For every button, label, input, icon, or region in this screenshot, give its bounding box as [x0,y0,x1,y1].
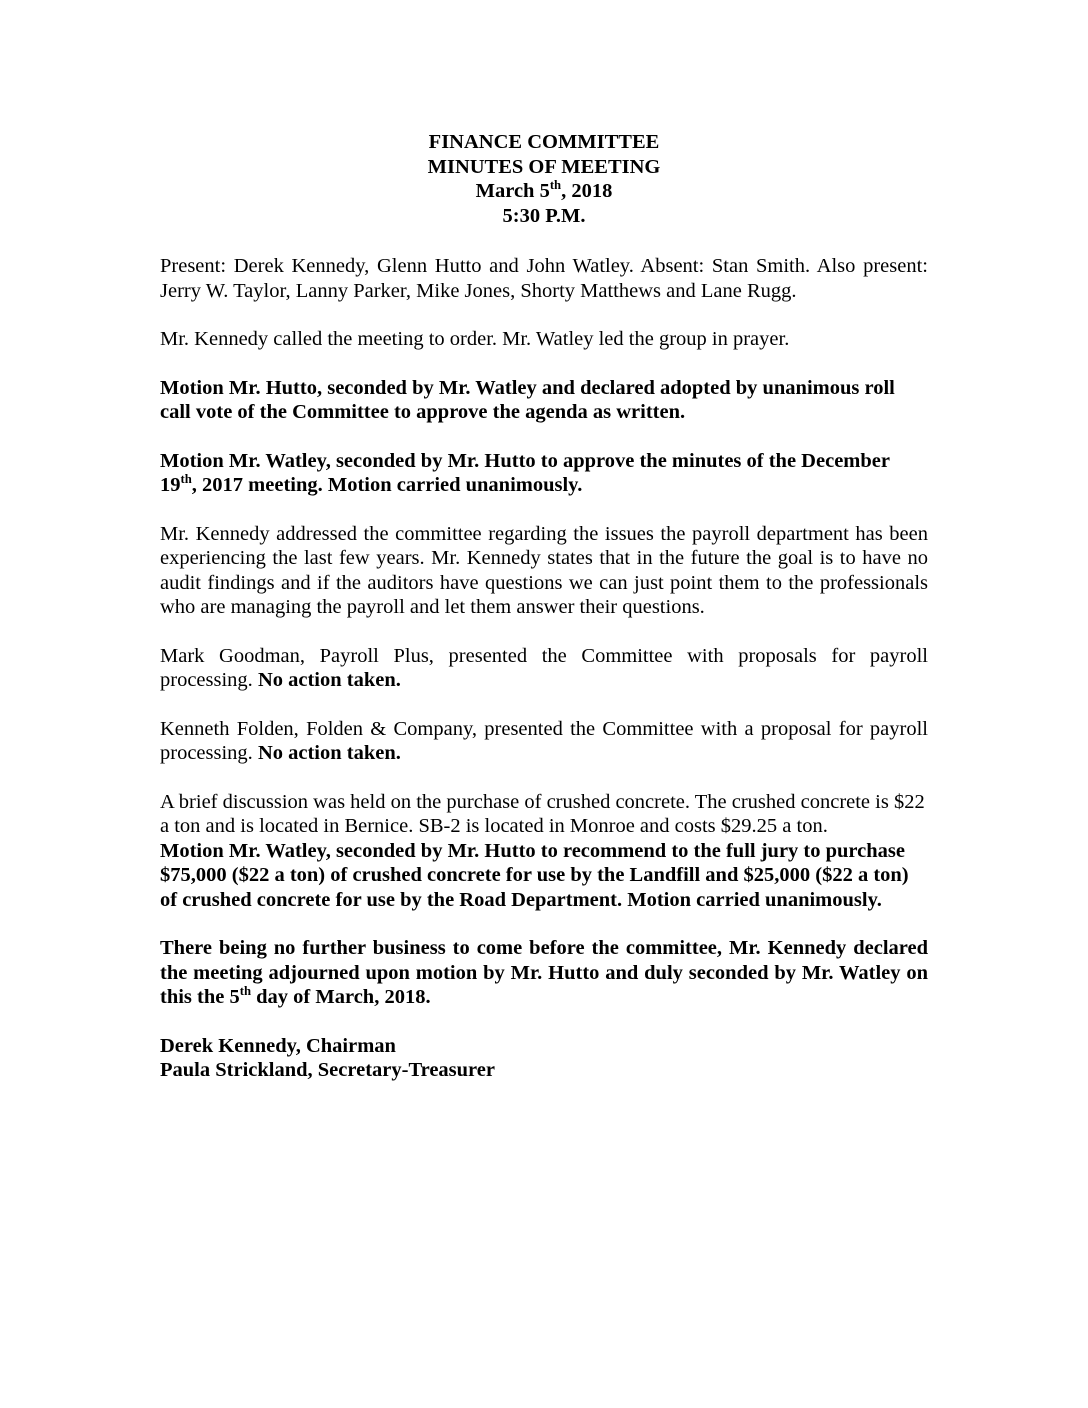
minutes-motion-ordinal: th [180,472,192,487]
adjournment-text: There being no further business to come before the committee, Mr. Kennedy declared the meeting adjourned upon motion by Mr. Hutto and duly seconded by Mr. Watley on this the 5 [160,937,928,1008]
concrete-motion: Motion Mr. Watley, seconded by Mr. Hutto to recommend to the full jury to purchase $75,000 ($22 a ton) of crushed concrete for use by the Landfill and $25,000 ($22 a ton) of crushed concrete for use by the Road Department. Motion carried unanimously. [160,839,909,911]
agenda-motion-paragraph: Motion Mr. Hutto, seconded by Mr. Watley and declared adopted by unanimous roll call vote of the Committee to approve the agenda as written. [160,376,895,423]
folden-proposal-text: Kenneth Folden, Folden & Company, presented the Committee with a proposal for payroll processing. [160,717,928,764]
document-header [160,130,928,228]
committee-title: FINANCE COMMITTEE [428,131,660,153]
chairman-signature: Derek Kennedy, Chairman [160,1034,396,1057]
meeting-date [160,179,928,204]
meeting-date-prefix: March 5 [475,180,550,202]
adjournment-ordinal: th [239,984,252,999]
goodman-action: No action taken. [257,669,401,691]
secretary-signature: Paula Strickland, Secretary-Treasurer [160,1059,495,1081]
concrete-discussion: A brief discussion was held on the purchase of crushed concrete. The crushed concrete is $22 a ton and is located in Bernice. SB-2 is located in Monroe and costs $29.25 a ton. [160,790,925,837]
meeting-date-year: , 2018 [561,180,613,202]
meeting-date-ordinal: th [549,178,562,193]
adjournment-paragraph [160,936,928,1010]
minutes-title: MINUTES OF MEETING [427,155,661,178]
meeting-time: 5:30 P.M. [502,204,586,227]
minutes-document [160,130,928,1083]
adjournment-text-end: day of March, 2018. [251,986,431,1008]
goodman-proposal-paragraph [160,644,928,693]
folden-action: No action taken. [257,742,401,764]
goodman-proposal-text: Mark Goodman, Payroll Plus, presented the Committee with proposals for payroll processing. [160,644,928,691]
signature-block [160,1034,928,1083]
call-to-order-paragraph: Mr. Kennedy called the meeting to order. Mr. Watley led the group in prayer. [160,328,790,350]
folden-proposal-paragraph [160,717,928,766]
payroll-discussion-paragraph: Mr. Kennedy addressed the committee regarding the issues the payroll department has been experiencing the last few years. Mr. Kennedy states that in the future the goal is to have no audit findings and if the auditors have questions we can just point them to the professionals who are managing the payroll and let them answer their questions. [160,522,928,618]
concrete-paragraph [160,790,928,913]
attendance-paragraph: Present: Derek Kennedy, Glenn Hutto and John Watley. Absent: Stan Smith. Also present: Jerry W. Taylor, Lanny Parker, Mike Jones, Shorty Matthews and Lane Rugg. [160,255,928,302]
minutes-motion-text: Motion Mr. Watley, seconded by Mr. Hutto to approve the minutes of the December 19 [160,449,890,496]
minutes-motion-paragraph [160,449,928,498]
minutes-motion-text-end: , 2017 meeting. Motion carried unanimously. [191,474,583,496]
